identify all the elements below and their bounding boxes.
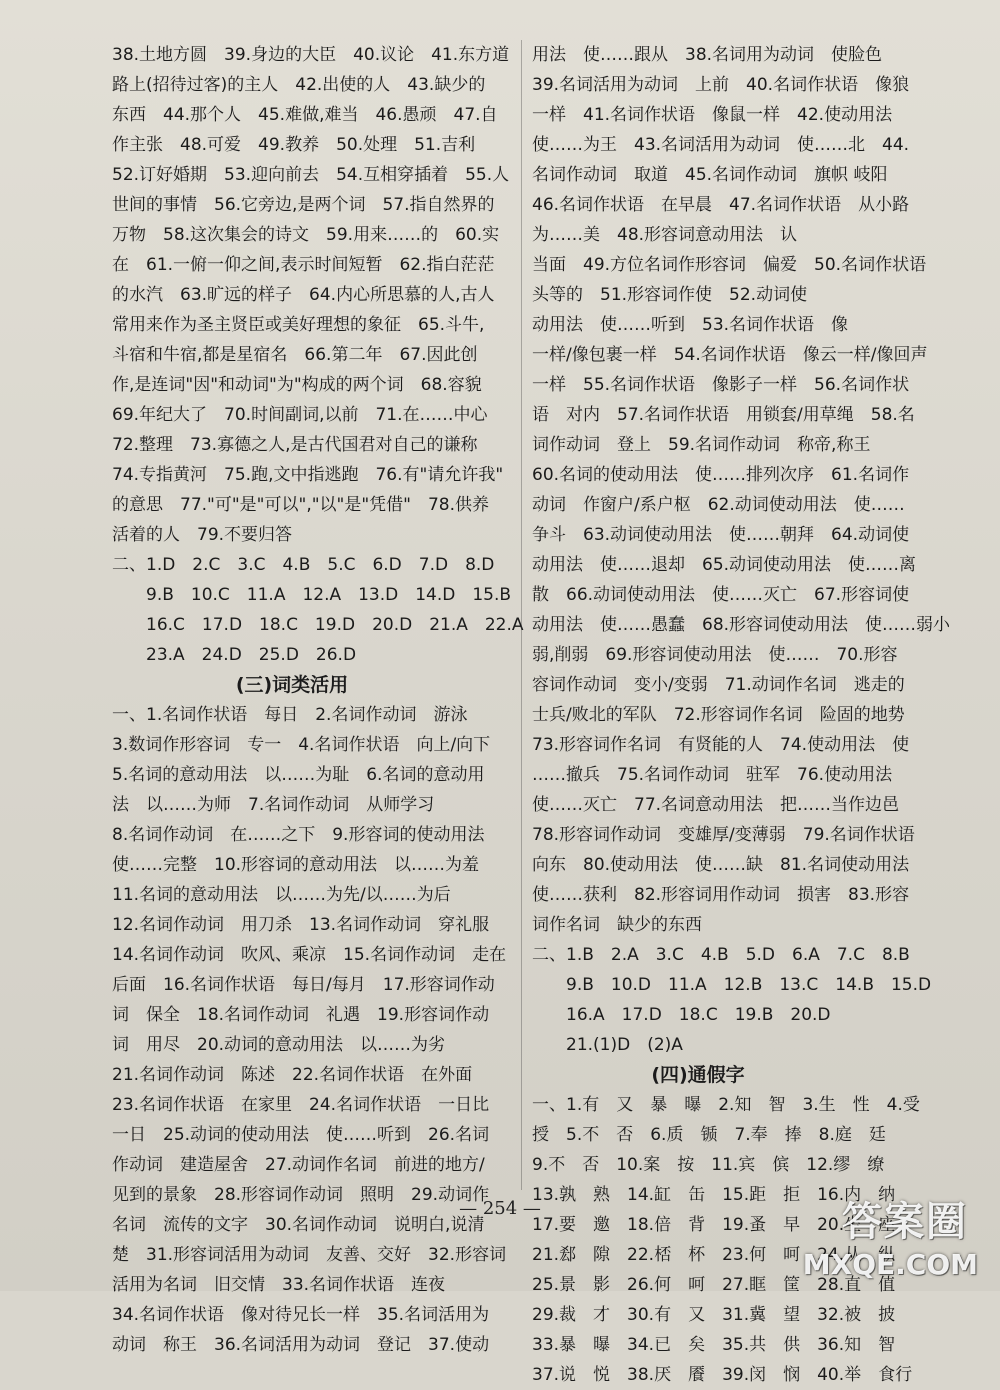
text-line: 法 以……为师 7.名词作动词 从师学习 <box>112 795 435 815</box>
text-line: 动用法 使……退却 65.动词使动用法 使……离 <box>532 555 917 575</box>
text-line: 29.裁 才 30.有 又 31.冀 望 32.被 披 <box>532 1305 896 1325</box>
text-line: 动词 作窗户/系户枢 62.动词使动用法 使…… <box>532 495 905 515</box>
text-line: 39.名词活用为动词 上前 40.名词作状语 像狼 <box>532 75 910 95</box>
text-line: 一日 25.动词的使动用法 使……听到 26.名词 <box>112 1125 490 1145</box>
text-line: 使……为王 43.名词活用为动词 使……北 44. <box>532 135 910 155</box>
text-line: 为……美 48.形容词意动用法 认 <box>532 225 798 245</box>
text-line: 的意思 77."可"是"可以","以"是"凭借" 78.供养 <box>112 495 490 515</box>
text-line: 语 对内 57.名词作状语 用锁套/用草绳 58.名 <box>532 405 915 425</box>
text-line: 16.C 17.D 18.C 19.D 20.D 21.A 22.A <box>112 615 524 635</box>
text-line: 14.名词作动词 吹风、乘凉 15.名词作动词 走在 <box>112 945 507 965</box>
text-line: 一样 41.名词作状语 像鼠一样 42.使动用法 <box>532 105 893 125</box>
text-line: 士兵/败北的军队 72.形容词作名词 险固的地势 <box>532 705 905 725</box>
text-line: 72.整理 73.寡德之人,是古代国君对自己的谦称 <box>112 435 478 455</box>
column-divider <box>521 40 522 1190</box>
left-column <box>112 40 524 1360</box>
text-line: 名词作动词 取道 45.名词作动词 旗帜 岐阳 <box>532 165 888 185</box>
text-line: 一样 55.名词作状语 像影子一样 56.名词作状 <box>532 375 910 395</box>
text-line: 的水汽 63.旷远的样子 64.内心所思慕的人,古人 <box>112 285 495 305</box>
text-line: 作动词 建造屋舍 27.动词作名词 前进的地方/ <box>112 1155 485 1175</box>
text-line: 25.景 影 26.何 呵 27.眶 筐 28.直 值 <box>532 1275 896 1295</box>
text-line: 万物 58.这次集会的诗文 59.用来……的 60.实 <box>112 225 500 245</box>
text-line: 当面 49.方位名词作形容词 偏爱 50.名词作状语 <box>532 255 927 275</box>
text-line: 东西 44.那个人 45.难做,难当 46.愚顽 47.自 <box>112 105 498 125</box>
text-line: 使……获利 82.形容词用作动词 损害 83.形容 <box>532 885 910 905</box>
text-line: 9.B 10.D 11.A 12.B 13.C 14.B 15.D <box>532 975 932 995</box>
text-line: 一样/像包裹一样 54.名词作状语 像云一样/像回声 <box>532 345 928 365</box>
text-line: 世间的事情 56.它旁边,是两个词 57.指自然界的 <box>112 195 495 215</box>
section-heading: (三)词类活用 <box>235 674 349 696</box>
text-line: 9.B 10.C 11.A 12.A 13.D 14.D 15.B <box>112 585 512 605</box>
text-line: 5.名词的意动用法 以……为耻 6.名词的意动用 <box>112 765 485 785</box>
text-line: 一、1.有 又 暴 曝 2.知 智 3.生 性 4.受 <box>532 1095 920 1115</box>
text-line: 38.土地方圆 39.身边的大臣 40.议论 41.东方道 <box>112 45 510 65</box>
text-line: 21.名词作动词 陈述 22.名词作状语 在外面 <box>112 1065 473 1085</box>
text-line: 8.名词作动词 在……之下 9.形容词的使动用法 <box>112 825 485 845</box>
text-line: 12.名词作动词 用刀杀 13.名词作动词 穿礼服 <box>112 915 490 935</box>
text-line: 37.说 悦 38.厌 餍 39.闵 悯 40.举 食行 <box>532 1365 913 1385</box>
text-line: 23.A 24.D 25.D 26.D <box>112 645 357 665</box>
text-line: 作主张 48.可爱 49.教养 50.处理 51.吉利 <box>112 135 476 155</box>
text-line: 69.年纪大了 70.时间副词,以前 71.在……中心 <box>112 405 488 425</box>
text-line: 33.暴 曝 34.已 矣 35.共 供 36.知 智 <box>532 1335 896 1355</box>
text-line: 动用法 使……愚蠢 68.形容词使动用法 使……弱小 <box>532 615 951 635</box>
text-line: 词作名词 缺少的东西 <box>532 915 702 935</box>
text-line: 见到的景象 28.形容词作动词 照明 29.动词作 <box>112 1185 490 1205</box>
text-line: 11.名词的意动用法 以……为先/以……为后 <box>112 885 451 905</box>
text-line: 楚 31.形容词活用为动词 友善、交好 32.形容词 <box>112 1245 507 1265</box>
text-line: 使……灭亡 77.名词意动用法 把……当作边邑 <box>532 795 900 815</box>
text-line: 词 用尽 20.动词的意动用法 以……为劣 <box>112 1035 446 1055</box>
text-line: 二、1.B 2.A 3.C 4.B 5.D 6.A 7.C 8.B <box>532 945 910 965</box>
text-line: 容词作动词 变小/变弱 71.动词作名词 逃走的 <box>532 675 905 695</box>
text-line: 34.名词作状语 像对待兄长一样 35.名词活用为 <box>112 1305 490 1325</box>
text-line: 常用来作为圣主贤臣或美好理想的象征 65.斗牛, <box>112 315 485 335</box>
text-line: 73.形容词作名词 有贤能的人 74.使动用法 使 <box>532 735 910 755</box>
text-line: 74.专指黄河 75.跑,文中指逃跑 76.有"请允许我" <box>112 465 504 485</box>
text-line: 争斗 63.动词使动用法 使……朝拜 64.动词使 <box>532 525 910 545</box>
text-line: 23.名词作状语 在家里 24.名词作状语 一日比 <box>112 1095 490 1115</box>
text-line: 后面 16.名词作状语 每日/每月 17.形容词作动 <box>112 975 495 995</box>
text-line: 在 61.一俯一仰之间,表示时间短暂 62.指白茫茫 <box>112 255 495 275</box>
text-line: 16.A 17.D 18.C 19.B 20.D <box>532 1005 831 1025</box>
text-line: 向东 80.使动用法 使……缺 81.名词使动用法 <box>532 855 910 875</box>
text-line: 斗宿和牛宿,都是星宿名 66.第二年 67.因此创 <box>112 345 478 365</box>
text-line: 17.要 邀 18.倍 背 19.蚤 早 20.坐 座 <box>532 1215 896 1235</box>
text-line: 作,是连词"因"和动词"为"构成的两个词 68.容貌 <box>112 375 482 395</box>
text-line: 用法 使……跟从 38.名词用为动词 使脸色 <box>532 45 883 65</box>
text-line: 名词 流传的文字 30.名词作动词 说明白,说清 <box>112 1215 485 1235</box>
text-line: 13.孰 熟 14.缸 缶 15.距 拒 16.内 纳 <box>532 1185 896 1205</box>
page-number: — 254 — <box>459 1198 541 1219</box>
text-line: 动用法 使……听到 53.名词作状语 像 <box>532 315 849 335</box>
text-line: 3.数词作形容词 专一 4.名词作状语 向上/向下 <box>112 735 491 755</box>
text-line: 60.名词的使动用法 使……排列次序 61.名词作 <box>532 465 910 485</box>
text-line: 9.不 否 10.案 按 11.宾 傧 12.缪 缭 <box>532 1155 885 1175</box>
text-line: 46.名词作状语 在早晨 47.名词作状语 从小路 <box>532 195 910 215</box>
text-line: 弱,削弱 69.形容词使动用法 使…… 70.形容 <box>532 645 898 665</box>
text-line: 52.订好婚期 53.迎向前去 54.互相穿插着 55.人 <box>112 165 510 185</box>
text-line: 活用为名词 旧交情 33.名词作状语 连夜 <box>112 1275 446 1295</box>
text-line: 路上(招待过客)的主人 42.出使的人 43.缺少的 <box>112 75 486 95</box>
text-line: 头等的 51.形容词作使 52.动词使 <box>532 285 808 305</box>
text-line: 动词 称王 36.名词活用为动词 登记 37.使动 <box>112 1335 490 1355</box>
text-line: 使……完整 10.形容词的意动用法 以……为羞 <box>112 855 480 875</box>
text-line: 二、1.D 2.C 3.C 4.B 5.C 6.D 7.D 8.D <box>112 555 495 575</box>
text-line: 一、1.名词作状语 每日 2.名词作动词 游泳 <box>112 705 468 725</box>
text-line: 活着的人 79.不要归答 <box>112 525 293 545</box>
section-heading: (四)通假字 <box>651 1064 745 1086</box>
text-line: 散 66.动词使动用法 使……灭亡 67.形容词使 <box>532 585 910 605</box>
watermark-url: MXQE.COM <box>802 1248 978 1281</box>
text-line: 21.(1)D (2)A <box>532 1035 683 1055</box>
text-line: 78.形容词作动词 变雄厚/变薄弱 79.名词作状语 <box>532 825 915 845</box>
text-line: ……撤兵 75.名词作动词 驻军 76.使动用法 <box>532 765 893 785</box>
text-line: 授 5.不 否 6.质 锧 7.奉 捧 8.庭 廷 <box>532 1125 886 1145</box>
text-line: 21.郄 隙 22.桮 杯 23.何 呵 24.从 纵 <box>532 1245 896 1265</box>
text-line: 词作动词 登上 59.名词作动词 称帝,称王 <box>532 435 871 455</box>
text-line: 词 保全 18.名词作动词 礼遇 19.形容词作动 <box>112 1005 490 1025</box>
watermark-text: 答案圈 <box>842 1199 968 1245</box>
